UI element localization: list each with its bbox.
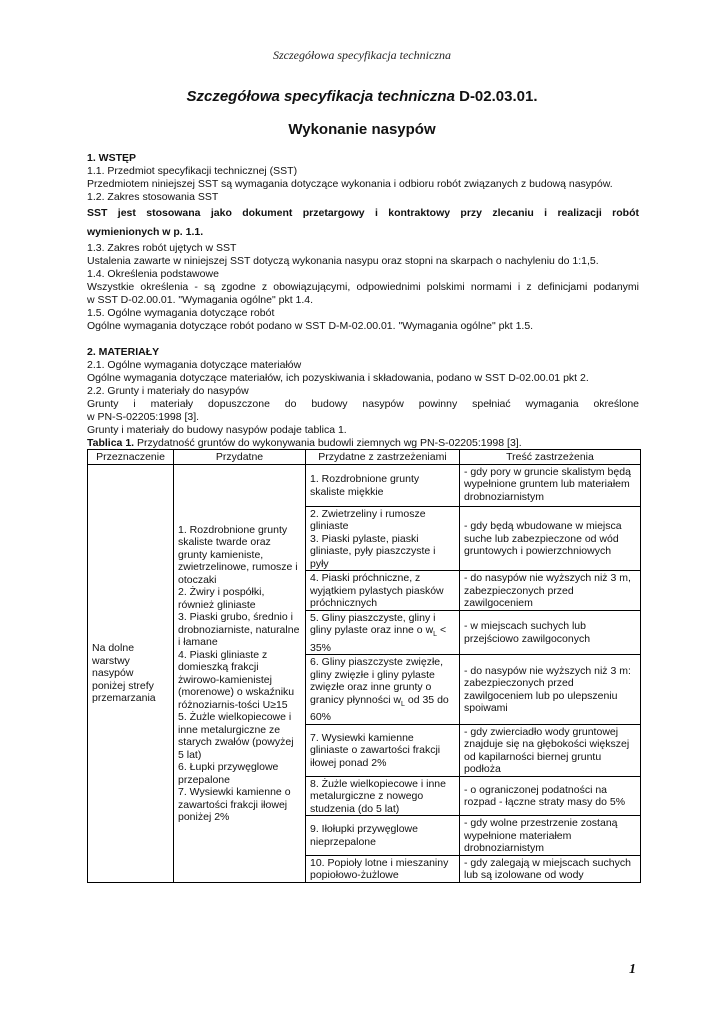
conditional-cell: 4. Piaski próchniczne, z wyjątkiem pylastych piasków próchnicznych [306,571,460,611]
title-code: D-02.03.01. [454,88,538,105]
table-header-row [88,450,641,465]
suitable-item: 3. Piaski grubo, średnio i drobnoziarniste, naturalne i łamane [178,611,300,649]
table-caption-text: Przydatność gruntów do wykonywania budowli ziemnych wg PN-S-02205:1998 [3]. [134,437,522,449]
condition-cell: - gdy będą wbudowane w miejsca suche lub zabezpieczone od wód gruntowych i powierzchniowych [460,506,641,571]
conditional-cell: 10. Popioły lotne i mieszaniny popiołowo-żużlowe [306,855,460,882]
document-title [0,88,724,105]
bold-statement: SST jest stosowana jako dokument przetargowy i kontraktowy przy zlecaniu i realizacji robót [87,207,639,219]
condition-cell: - gdy pory w gruncie skalistym będą wypełnione gruntem lub materiałem drobnoziarnistym [460,464,641,506]
conditional-text: od 35 do 60% [310,693,449,724]
paragraph: 1.5. Ogólne wymagania dotyczące robót [87,307,275,319]
section-1-heading: 1. WSTĘP [87,152,137,164]
section-2-heading: 2. MATERIAŁY [87,346,160,358]
conditional-cell: 7. Wysiewki kamienne gliniaste o zawartości frakcji iłowej ponad 2% [306,724,460,776]
conditional-cell [306,610,460,655]
conditional-cell: 1. Rozdrobnione grunty skaliste miękkie [306,464,460,506]
soil-suitability-table [87,449,641,883]
column-header: Przydatne z zastrzeżeniami [306,450,460,465]
paragraph: w SST D-02.00.01. "Wymagania ogólne" pkt 1.4. [87,294,314,306]
paragraph: 1.3. Zakres robót ujętych w SST [87,242,237,254]
conditional-cell [306,506,460,571]
suitable-item: 7. Wysiewki kamienne o zawartości frakcji iłowej poniżej 2% [178,786,291,824]
conditional-text: < 35% [310,624,447,654]
conditional-text: 6. Gliny piaszczyste zwięzłe, gliny zwięzłe i gliny pylaste zwięzłe oraz inne grunty o granicy płynności w [310,656,444,706]
bold-statement-end: wymienionych w p. 1.1. [87,226,204,238]
conditional-item: 2. Zwietrzeliny i rumosze gliniaste [310,507,426,532]
document-subtitle: Wykonanie nasypów [288,121,436,138]
paragraph: w PN-S-02205:1998 [3]. [87,411,200,423]
paragraph: Grunty i materiały do budowy nasypów podaje tablica 1. [87,424,347,436]
paragraph: Przedmiotem niniejszej SST są wymagania dotyczące wykonania i odbioru robót związanych z budową nasypów. [87,178,613,190]
suitable-item: 2. Żwiry i pospółki, również gliniaste [178,586,265,611]
condition-cell: - w miejscach suchych lub przejściowo zawilgoconych [460,610,641,655]
paragraph: Ogólne wymagania dotyczące robót podano w SST D-M-02.00.01. "Wymagania ogólne" pkt 1.5. [87,320,534,332]
conditional-item: 3. Piaski pylaste, piaski gliniaste, pyły piaszczyste i pyły [310,532,436,570]
suitable-item: 6. Łupki przywęglowe przepalone [178,761,279,786]
paragraph: 1.4. Określenia podstawowe [87,268,219,280]
table-caption [87,437,522,449]
suitable-cell [174,464,306,882]
conditional-text: 5. Gliny piaszczyste, gliny i gliny pylaste oraz inne o w [310,611,436,636]
paragraph: 2.1. Ogólne wymagania dotyczące materiałów [87,359,302,371]
suitable-item: 1. Rozdrobnione grunty skaliste twarde oraz grunty kamieniste, zwietrzelinowe, rumosze i otoczaki [178,523,298,586]
condition-cell: - do nasypów nie wyższych niż 3 m, zabezpieczonych przed zawilgoceniem [460,571,641,611]
page-number: 1 [629,962,636,977]
paragraph: Ogólne wymagania dotyczące materiałów, ich pozyskiwania i składowania, podano w SST D-02.00.01 pkt 2. [87,372,589,384]
running-header: Szczegółowa specyfikacja techniczna [273,48,451,62]
conditional-cell: 9. Iłołupki przywęglowe nieprzepalone [306,816,460,856]
column-header: Przeznaczenie [88,450,174,465]
table-caption-label: Tablica 1. [87,437,135,449]
condition-cell: - gdy wolne przestrzenie zostaną wypełnione materiałem drobnoziarnistym [460,816,641,856]
title-italic: Szczegółowa specyfikacja techniczna [186,88,455,105]
paragraph: Ustalenia zawarte w niniejszej SST dotyczą wykonania nasypu oraz stopni na skarpach o nachyleniu do 1:1,5. [87,255,599,267]
table-row [88,464,641,506]
column-header: Treść zastrzeżenia [460,450,641,465]
body-text [87,152,639,437]
condition-cell: - gdy zalegają w miejscach suchych lub są izolowane od wody [460,855,641,882]
suitable-item: 5. Żużle wielkopiecowe i inne metalurgiczne ze starych zwałów (powyżej 5 lat) [178,711,294,761]
condition-cell: - do nasypów nie wyższych niż 3 m: zabezpieczonych przed zawilgoceniem lub po ulepszeniu spoiwami [460,655,641,725]
condition-cell: - o ograniczonej podatności na rozpad - łączne straty masy do 5% [460,776,641,816]
subscript: L [433,631,438,639]
purpose-cell: Na dolne warstwy nasypów poniżej strefy przemarzania [88,464,174,882]
suitable-item: 4. Piaski gliniaste z domieszką frakcji żwirowo-kamienistej (morenowe) o wskaźniku różnoziarnis-tości U≥15 [178,648,295,711]
column-header: Przydatne [174,450,306,465]
subscript: L [401,700,405,708]
paragraph: 1.1. Przedmiot specyfikacji technicznej (SST) [87,165,298,177]
paragraph: 1.2. Zakres stosowania SST [87,191,219,203]
condition-cell: - gdy zwierciadło wody gruntowej znajduje się na głębokości większej od kapilarności biernej gruntu podłoża [460,724,641,776]
conditional-cell [306,655,460,725]
paragraph: 2.2. Grunty i materiały do nasypów [87,385,249,397]
paragraph: Grunty i materiały dopuszczone do budowy nasypów powinny spełniać wymagania określone [87,398,639,410]
paragraph: Wszystkie określenia - są zgodne z obowiązującymi, odpowiednimi polskimi normami i z definicjami podanymi [87,281,639,293]
conditional-cell: 8. Żużle wielkopiecowe i inne metalurgiczne z nowego studzenia (do 5 lat) [306,776,460,816]
